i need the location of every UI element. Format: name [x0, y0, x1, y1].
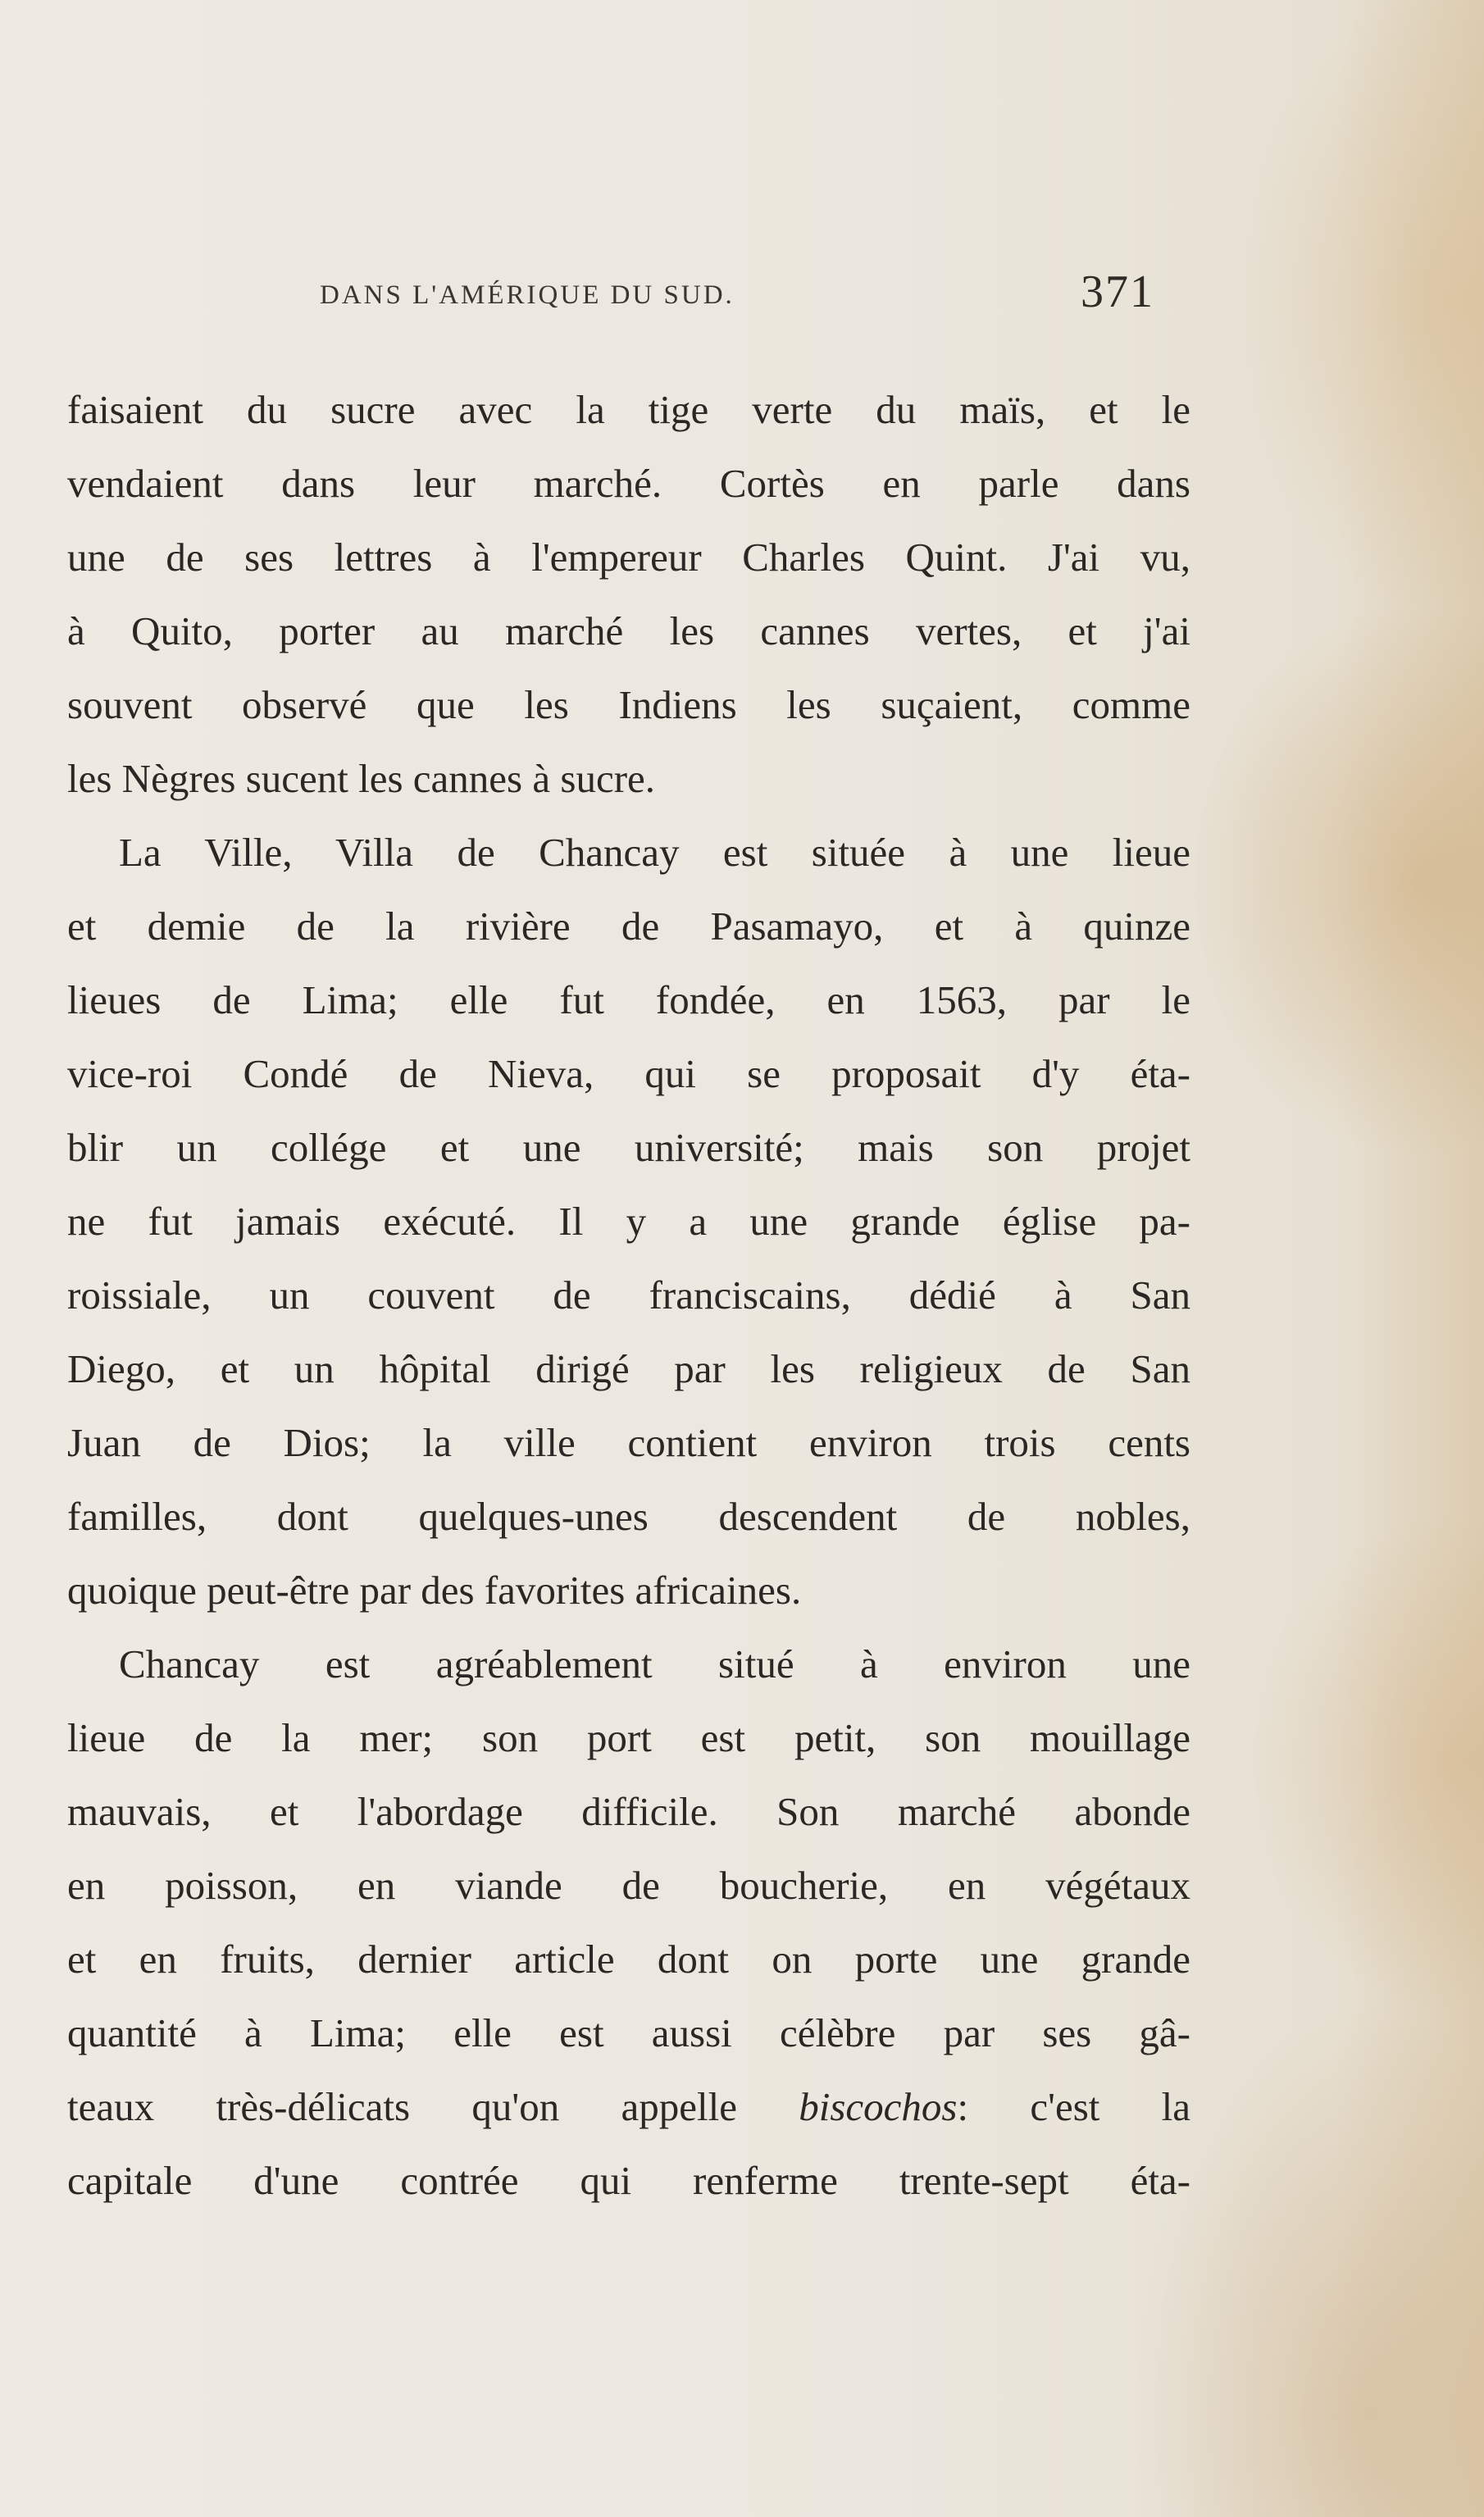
- text-line: et demie de la rivière de Pasamayo, et à quinze: [67, 903, 1190, 949]
- text-line: Diego, et un hôpital dirigé par les religieux de San: [67, 1346, 1190, 1391]
- text-line: vendaient dans leur marché. Cortès en parle dans: [67, 461, 1190, 506]
- text-line: les Nègres sucent les cannes à sucre.: [67, 756, 656, 801]
- text-line: roissiale, un couvent de franciscains, dédié à San: [67, 1272, 1190, 1318]
- running-head: DANS L'AMÉRIQUE DU SUD.: [320, 280, 735, 310]
- text-line: à Quito, porter au marché les cannes vertes, et j'ai: [67, 608, 1190, 653]
- text-line: blir un collége et une université; mais son projet: [67, 1125, 1190, 1170]
- text-line: et en fruits, dernier article dont on porte une grande: [67, 1937, 1190, 1982]
- text-line-with-italic: [67, 2070, 1190, 2144]
- text-line: lieue de la mer; son port est petit, son mouillage: [67, 1715, 1190, 1760]
- text-segment: : c'est la: [957, 2084, 1191, 2129]
- text-line: quantité à Lima; elle est aussi célèbre par ses gâ-: [67, 2010, 1190, 2055]
- text-line: faisaient du sucre avec la tige verte du maïs, et le: [67, 387, 1190, 432]
- text-segment: teaux très-délicats qu'on appelle: [67, 2084, 737, 2129]
- text-line: mauvais, et l'abordage difficile. Son marché abonde: [67, 1789, 1190, 1834]
- page-number: 371: [1081, 266, 1154, 317]
- text-line: Chancay est agréablement situé à environ une: [119, 1641, 1190, 1686]
- text-line: capitale d'une contrée qui renferme trente-sept éta-: [67, 2158, 1190, 2203]
- text-line: La Ville, Villa de Chancay est située à une lieue: [119, 830, 1190, 875]
- text-line: en poisson, en viande de boucherie, en végétaux: [67, 1863, 1190, 1908]
- text-line: Juan de Dios; la ville contient environ trois cents: [67, 1420, 1190, 1465]
- text-line: ne fut jamais exécuté. Il y a une grande église pa-: [67, 1199, 1190, 1244]
- italic-term: biscochos: [799, 2084, 958, 2129]
- text-line: quoique peut-être par des favorites africaines.: [67, 1568, 802, 1613]
- text-line: une de ses lettres à l'empereur Charles Quint. J'ai vu,: [67, 535, 1190, 580]
- text-line: lieues de Lima; elle fut fondée, en 1563, par le: [67, 977, 1190, 1022]
- text-line: familles, dont quelques-unes descendent de nobles,: [67, 1494, 1190, 1539]
- text-line: vice-roi Condé de Nieva, qui se proposait d'y éta-: [67, 1051, 1190, 1096]
- text-line: souvent observé que les Indiens les suçaient, comme: [67, 682, 1190, 727]
